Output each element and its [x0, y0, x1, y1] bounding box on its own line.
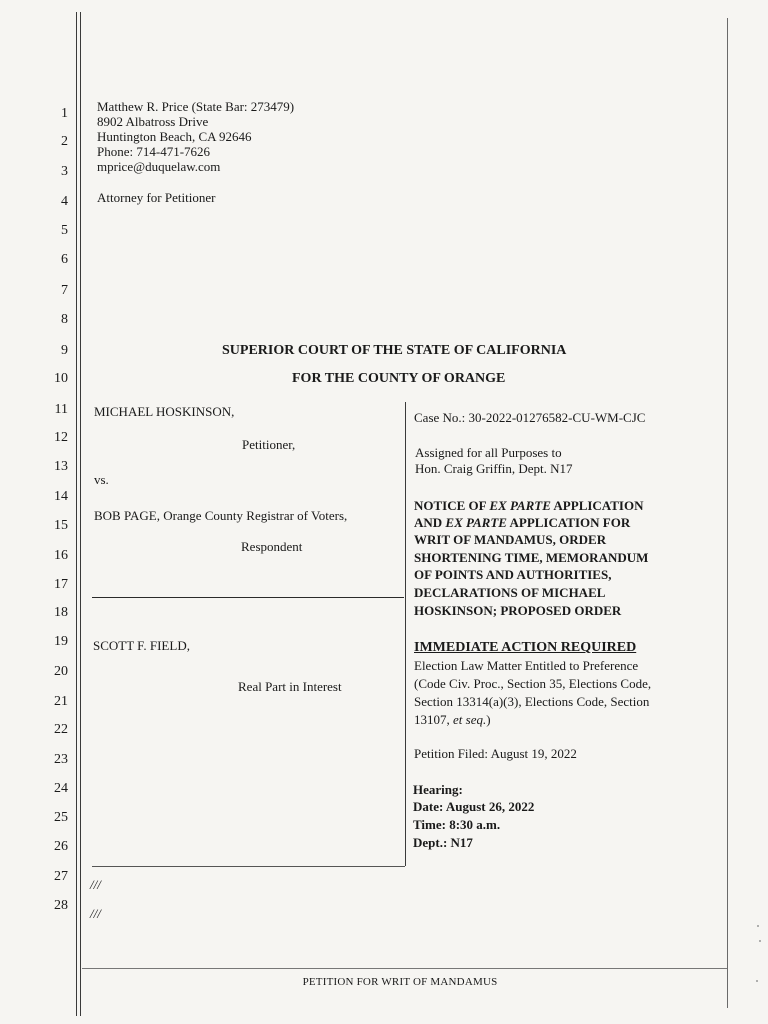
line-number: 18 [54, 605, 68, 620]
line-number: 28 [54, 898, 68, 913]
election-text: et seq. [453, 712, 487, 727]
notice-title-5: OF POINTS AND AUTHORITIES, [414, 567, 612, 582]
attorney-address-1: 8902 Albatross Drive [97, 114, 209, 129]
notice-title-3: WRIT OF MANDAMUS, ORDER [414, 532, 607, 547]
line-number: 3 [61, 164, 68, 179]
petitioner-name: MICHAEL HOSKINSON, [94, 404, 235, 419]
notice-text: EX PARTE [445, 515, 507, 530]
left-margin-rule-outer [76, 12, 77, 1016]
line-number: 24 [54, 781, 68, 796]
line-number: 16 [54, 548, 68, 563]
election-line-4 [414, 712, 491, 727]
line-number: 22 [54, 722, 68, 737]
hearing-date: Date: August 26, 2022 [413, 799, 535, 814]
notice-title-1 [414, 498, 643, 513]
case-number: Case No.: 30-2022-01276582-CU-WM-CJC [414, 410, 646, 425]
versus-label: vs. [94, 472, 109, 487]
line-number: 21 [54, 694, 68, 709]
line-number: 15 [54, 518, 68, 533]
line-number: 17 [54, 577, 68, 592]
court-county: FOR THE COUNTY OF ORANGE [292, 371, 506, 386]
hearing-label: Hearing: [413, 782, 463, 797]
line-number: 8 [61, 312, 68, 327]
line-number: 7 [61, 283, 68, 298]
election-line-3: Section 13314(a)(3), Elections Code, Section [414, 694, 650, 709]
line-number: 27 [54, 869, 68, 884]
footer-rule [82, 968, 727, 969]
attorney-role: Attorney for Petitioner [97, 190, 216, 205]
real-party-name: SCOTT F. FIELD, [93, 638, 190, 653]
scan-speck [759, 940, 761, 942]
election-line-1: Election Law Matter Entitled to Preference [414, 658, 639, 673]
caption-vertical-rule [405, 402, 406, 866]
immediate-action-heading: IMMEDIATE ACTION REQUIRED [414, 640, 637, 655]
caption-divider [92, 597, 404, 598]
respondent-name: BOB PAGE, Orange County Registrar of Voters, [94, 508, 348, 523]
attorney-phone: Phone: 714-471-7626 [97, 144, 211, 159]
line-number: 25 [54, 810, 68, 825]
assigned-line-2: Hon. Craig Griffin, Dept. N17 [415, 461, 573, 476]
hearing-time: Time: 8:30 a.m. [413, 817, 501, 832]
footer-title: PETITION FOR WRIT OF MANDAMUS [302, 976, 498, 988]
notice-text: AND [414, 515, 446, 530]
line-number: 6 [61, 252, 68, 267]
line-number: 23 [54, 752, 68, 767]
court-title: SUPERIOR COURT OF THE STATE OF CALIFORNIA [222, 343, 567, 358]
line-number: 14 [54, 489, 68, 504]
line-number: 11 [54, 402, 68, 417]
petitioner-role: Petitioner, [242, 437, 296, 452]
line-number: 9 [61, 343, 68, 358]
real-party-role: Real Part in Interest [238, 679, 342, 694]
left-margin-rule-inner [80, 12, 81, 1016]
notice-text: EX PARTE [489, 498, 551, 513]
assigned-line-1: Assigned for all Purposes to [415, 445, 562, 460]
scan-speck [757, 925, 759, 927]
notice-text: APPLICATION FOR [506, 515, 631, 530]
attorney-name: Matthew R. Price (State Bar: 273479) [97, 99, 295, 114]
caption-bottom-rule [92, 866, 405, 867]
hearing-dept: Dept.: N17 [413, 835, 473, 850]
line-number: 5 [61, 223, 68, 238]
election-line-2: (Code Civ. Proc., Section 35, Elections Code, [414, 676, 652, 691]
line-number: 4 [61, 194, 68, 209]
attorney-address-2: Huntington Beach, CA 92646 [97, 129, 252, 144]
election-text: 13107, [414, 712, 453, 727]
notice-title-4: SHORTENING TIME, MEMORANDUM [414, 550, 649, 565]
notice-text: NOTICE OF [414, 498, 490, 513]
notice-title-7: HOSKINSON; PROPOSED ORDER [414, 603, 622, 618]
line-number: 19 [54, 634, 68, 649]
line-number: 13 [54, 459, 68, 474]
line-number: 20 [54, 664, 68, 679]
respondent-role: Respondent [241, 539, 303, 554]
line-number: 10 [54, 371, 68, 386]
notice-text: APPLICATION [550, 498, 644, 513]
petition-filed: Petition Filed: August 19, 2022 [414, 746, 577, 761]
notice-title-2 [414, 515, 630, 530]
line-number: 26 [54, 839, 68, 854]
continuation-mark-2: /// [90, 906, 101, 921]
right-margin-rule [727, 18, 728, 1008]
election-text: ) [486, 712, 491, 727]
continuation-mark-1: /// [90, 877, 101, 892]
line-number: 12 [54, 430, 68, 445]
line-number: 1 [61, 106, 68, 121]
line-number: 2 [61, 134, 68, 149]
scan-speck [756, 980, 758, 982]
notice-title-6: DECLARATIONS OF MICHAEL [414, 585, 606, 600]
attorney-email: mprice@duquelaw.com [97, 159, 221, 174]
